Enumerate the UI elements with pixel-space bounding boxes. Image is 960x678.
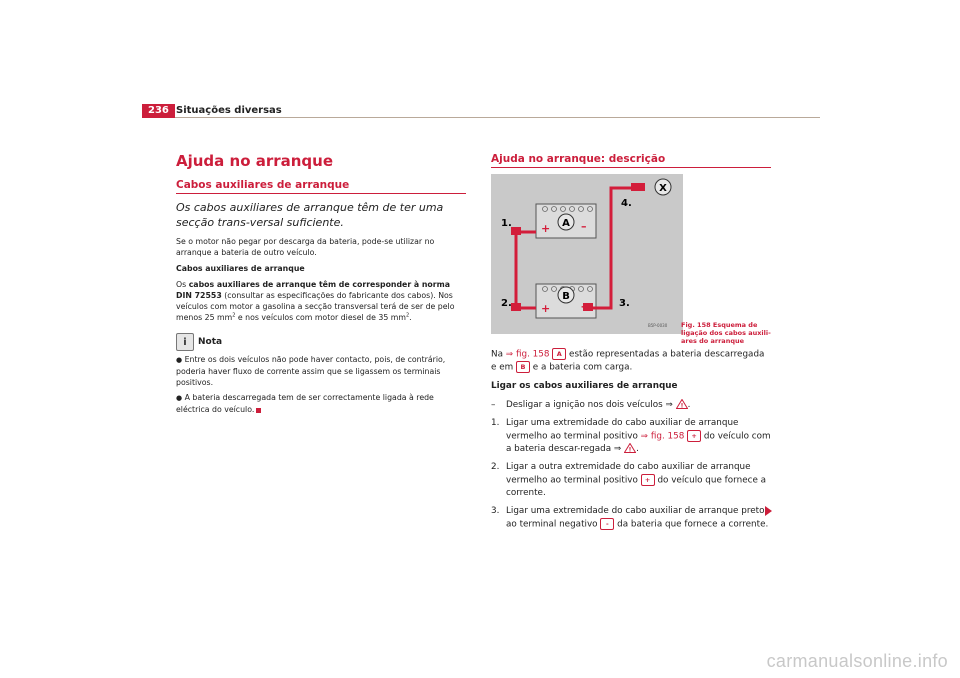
label-a: A xyxy=(562,218,570,229)
svg-text:–: – xyxy=(581,300,587,313)
info-icon: i xyxy=(176,333,194,351)
lead-text: Os cabos auxiliares de arranque têm de ter uma secção trans-versal suficiente. xyxy=(176,201,444,229)
clamp-4 xyxy=(631,183,645,191)
connect-label: Ligar os cabos auxiliares de arranque xyxy=(491,381,678,391)
dash-item: – Desligar a ignição nos dois veículos ⇒ ! . xyxy=(491,399,691,410)
svg-text:+: + xyxy=(541,302,551,315)
badge-a: A xyxy=(552,348,566,360)
label-1: 1. xyxy=(501,218,512,229)
figure-158 xyxy=(491,174,683,334)
step-3: 3. Ligar uma extremidade do cabo auxiliar de arranque preto ao terminal negativo - da bateria que fornece a corrente. xyxy=(491,506,769,529)
note-heading xyxy=(176,333,466,351)
figure-caption: Fig. 158 Esquema de ligação dos cabos auxili-ares do arranque xyxy=(681,321,771,345)
intro-paragraph: Se o motor não pegar por descarga da bateria, pode-se utilizar no arranque a bateria de outro veículo. xyxy=(176,237,435,257)
warning-icon-2 xyxy=(624,443,636,453)
jump-start-diagram xyxy=(491,174,683,334)
svg-text:+: + xyxy=(541,222,551,235)
subsection-title: Cabos auxiliares de arranque xyxy=(176,178,466,194)
badge-minus: - xyxy=(600,518,614,530)
note-bullet-1: ● Entre os dois veículos não pode haver contacto, pois, de contrário, poderia haver fluxo de corrente assim que se ligassem os terminais positivos. xyxy=(176,355,446,387)
label-x: X xyxy=(659,183,667,194)
svg-text:!: ! xyxy=(680,402,684,409)
step-1: 1. Ligar uma extremidade do cabo auxiliar de arranque vermelho ao terminal positivo ⇒ fig. 158 + do veículo com a bateria descar-regada ⇒ ! . xyxy=(491,418,771,454)
cables-paragraph: Os cabos auxiliares de arranque têm de corresponder à norma DIN 72553 (consultar as especificações do fabricante dos cabos). Nos veículos com motor a gasolina a secção transversal terá de ser de pelo menos 25 $mm^2$ e nos veículos com motor diesel de 35 $mm^2$. xyxy=(176,280,455,322)
cables-label: Cabos auxiliares de arranque xyxy=(176,264,305,273)
figure-wrap xyxy=(491,174,771,345)
clamp-1 xyxy=(511,227,521,235)
figure-code: B5P-0030 xyxy=(648,323,668,328)
label-3: 3. xyxy=(619,298,630,309)
badge-plus: + xyxy=(687,430,701,442)
note-bullet-2: ● A bateria descarregada tem de ser correctamente ligada à rede eléctrica do veículo. xyxy=(176,393,434,414)
clamp-2 xyxy=(511,303,521,311)
label-4: 4. xyxy=(621,198,632,209)
section-title: Ajuda no arranque xyxy=(176,152,334,170)
warning-icon xyxy=(676,399,688,409)
right-column xyxy=(491,152,771,537)
next-page-arrow-icon[interactable] xyxy=(765,506,772,516)
page-number: 236 xyxy=(142,104,175,118)
label-2: 2. xyxy=(501,298,512,309)
svg-text:–: – xyxy=(581,220,587,233)
fig-ref-link-2[interactable]: fig. 158 xyxy=(650,431,685,441)
figure-intro: Na ⇒ fig. 158 A estão representadas a bateria descarregada e em B e a bateria com carga. xyxy=(491,349,765,373)
end-mark-icon xyxy=(256,408,261,413)
badge-plus-2: + xyxy=(641,474,655,486)
badge-b: B xyxy=(516,361,530,373)
running-head: Situações diversas xyxy=(176,105,282,116)
note-title: Nota xyxy=(198,337,223,347)
label-b: B xyxy=(562,291,570,302)
fig-ref-link[interactable]: fig. 158 xyxy=(515,349,550,360)
red-cable xyxy=(516,232,536,308)
watermark: carmanualsonline.info xyxy=(766,651,948,671)
svg-text:!: ! xyxy=(628,446,632,453)
left-column xyxy=(176,152,466,419)
subsection-title-right: Ajuda no arranque: descrição xyxy=(491,152,771,168)
step-2: 2. Ligar a outra extremidade do cabo auxiliar de arranque vermelho ao terminal positivo + do veículo que fornece a corrente. xyxy=(491,462,767,498)
